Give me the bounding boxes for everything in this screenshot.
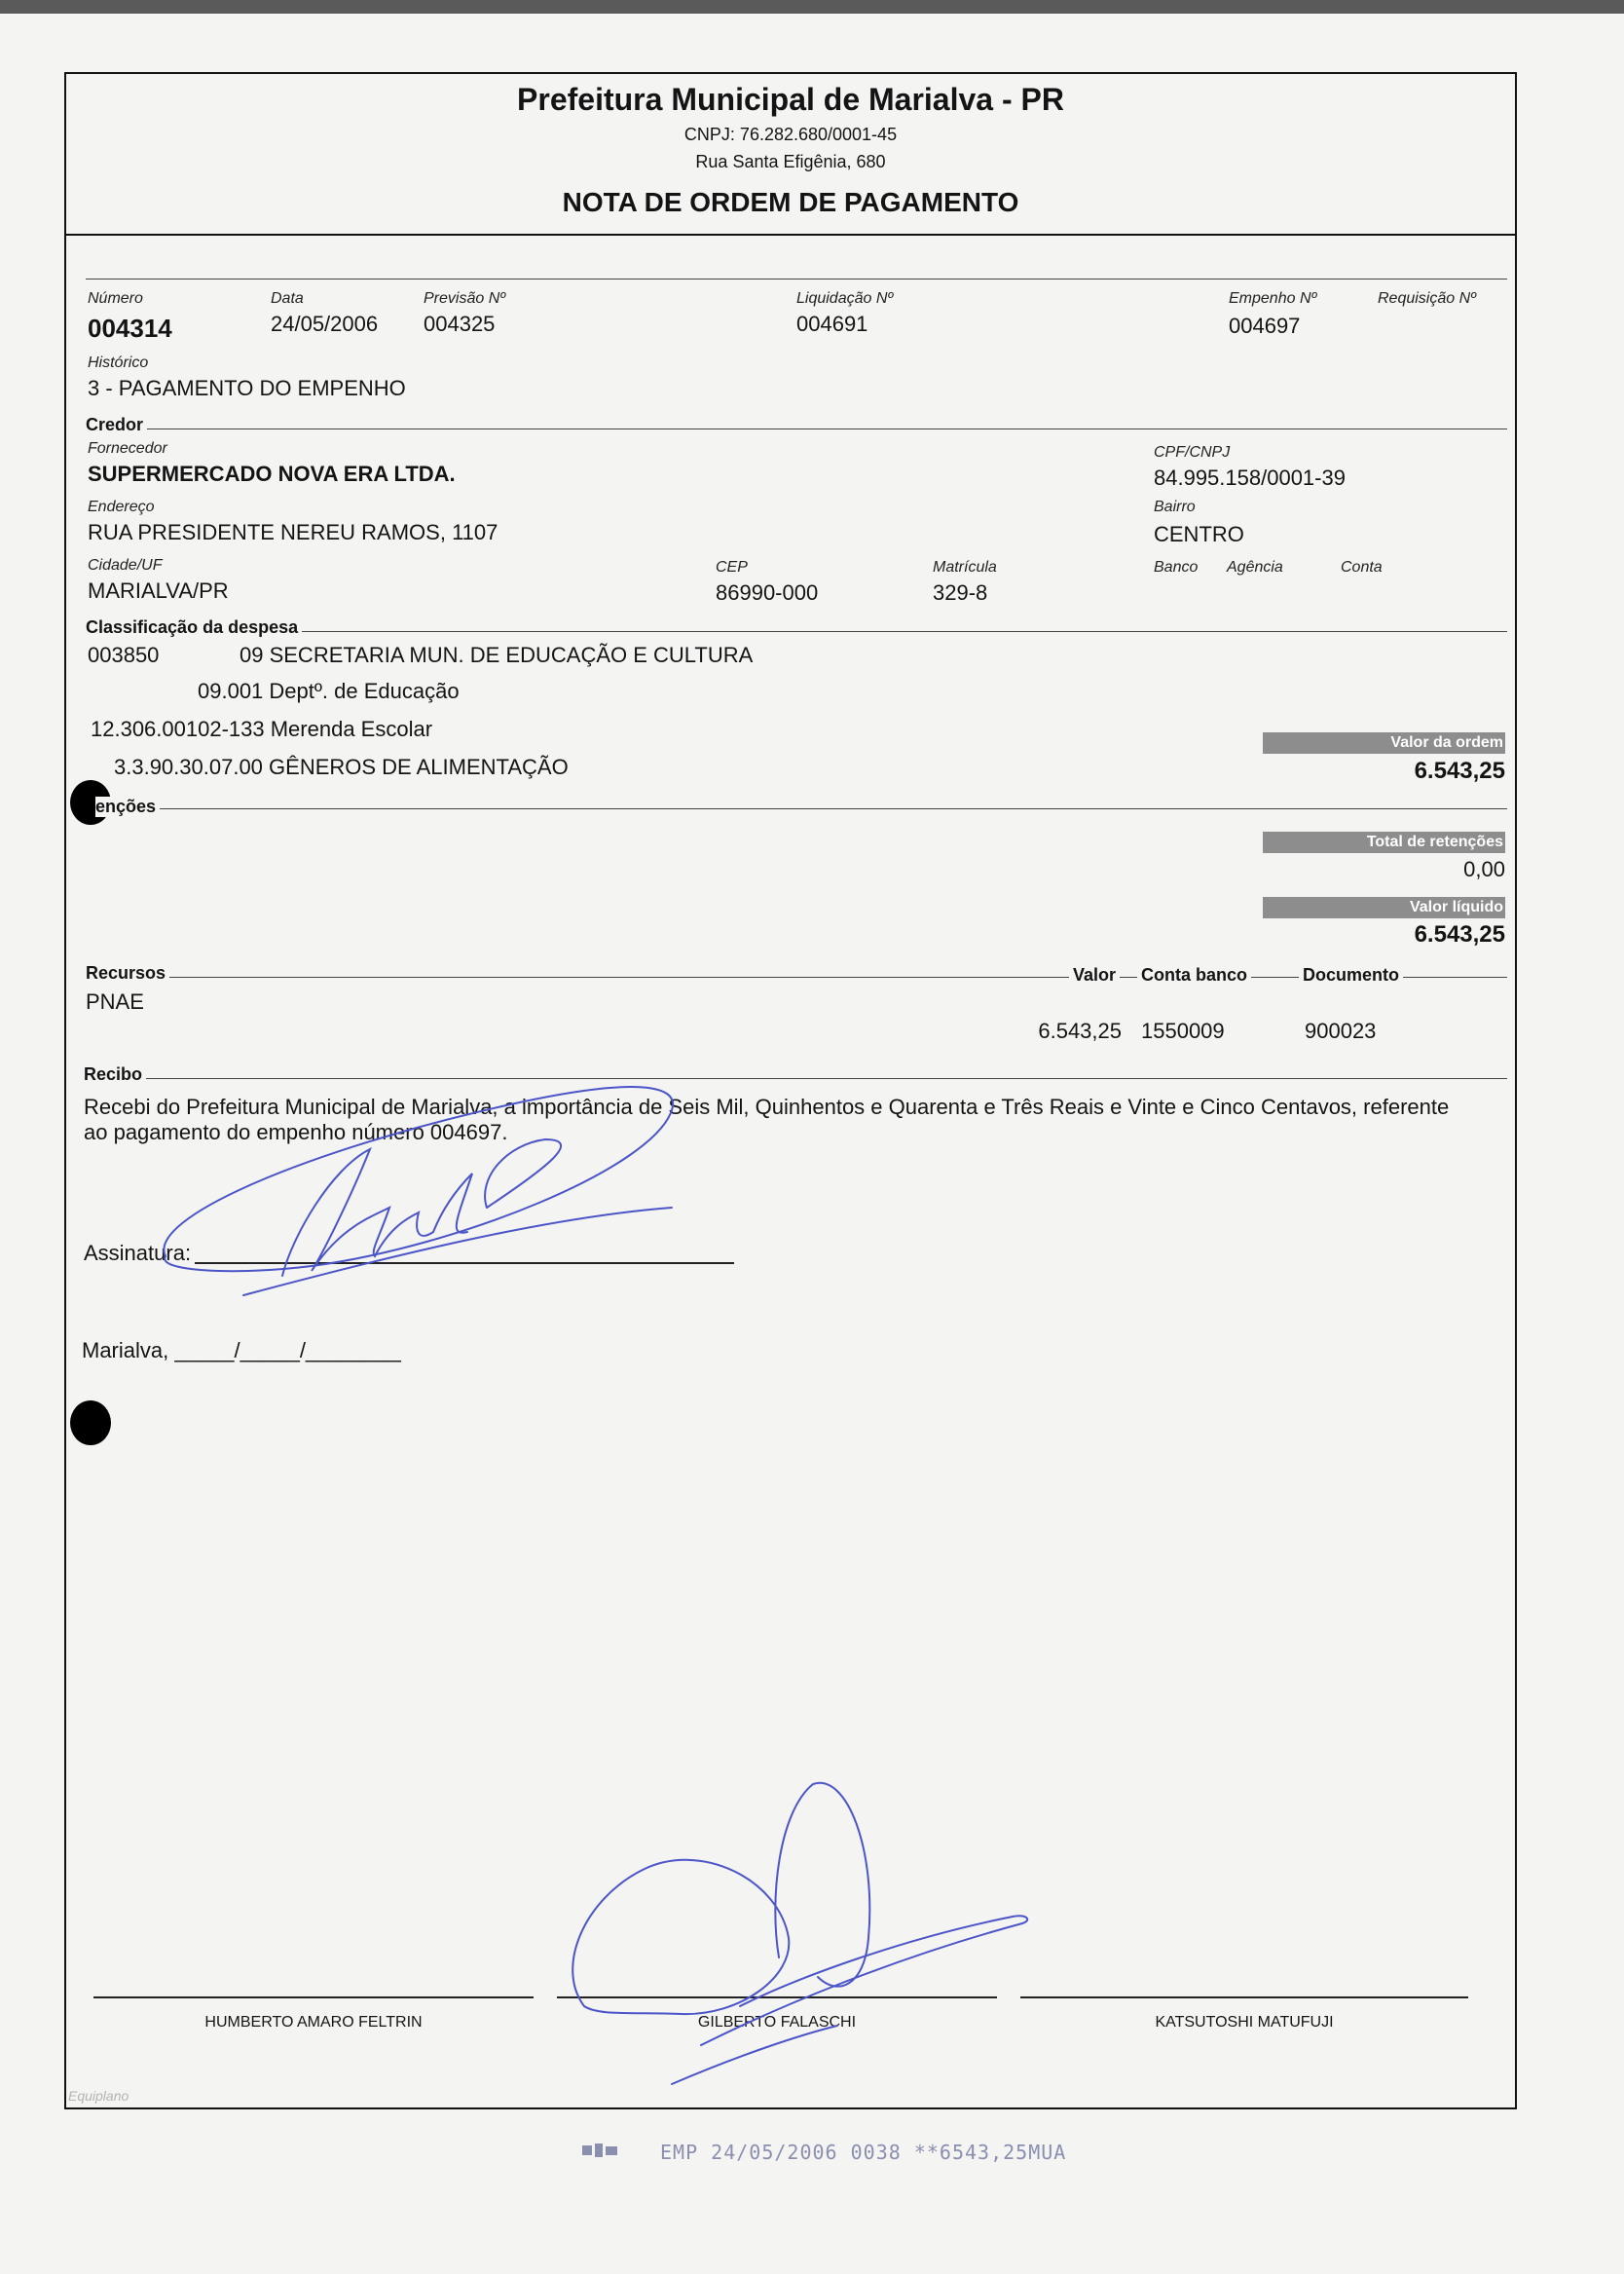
recursos-conta-banco: 1550009 xyxy=(1141,1019,1225,1043)
stamp-logo-icon xyxy=(580,2141,619,2160)
recibo-text-line2: ao pagamento do empenho número 004697. xyxy=(84,1120,508,1144)
local-data: Marialva, _____/_____/________ xyxy=(82,1338,401,1362)
signatory-line-2 xyxy=(557,1996,997,1998)
recibo-text-line1: Recebi do Prefeitura Municipal de Marialva, a importância de Seis Mil, Quinhentos e Quarenta e Três Reais e Vinte e Cinco Centavos, referente xyxy=(84,1095,1450,1119)
classificacao-line2: 09.001 Deptº. de Educação xyxy=(198,679,460,703)
recursos-conta-banco-header: Conta banco xyxy=(1137,965,1251,986)
software-watermark: Equiplano xyxy=(68,2088,129,2104)
total-retencoes-label: Total de retenções xyxy=(1263,832,1505,853)
signatory-name-2: GILBERTO FALASCHI xyxy=(697,2014,857,2031)
cnpj-text: CNPJ: 76.282.680/0001-45 xyxy=(683,125,898,144)
agencia-label: Agência xyxy=(1227,559,1283,576)
previsao-label: Previsão Nº xyxy=(424,290,506,307)
empenho-value: 004697 xyxy=(1229,314,1301,338)
cep-value: 86990-000 xyxy=(716,580,819,605)
valor-liquido-value: 6.543,25 xyxy=(1414,921,1505,948)
classificacao-line1: 09 SECRETARIA MUN. DE EDUCAÇÃO E CULTURA xyxy=(240,643,754,667)
recursos-documento: 900023 xyxy=(1305,1019,1377,1043)
signatory-name-1: HUMBERTO AMARO FELTRIN xyxy=(204,2014,423,2031)
fornecedor-label: Fornecedor xyxy=(88,440,167,457)
scan-edge xyxy=(0,0,1624,14)
classificacao-line4: 3.3.90.30.07.00 GÊNEROS DE ALIMENTAÇÃO xyxy=(114,755,569,779)
fornecedor-value: SUPERMERCADO NOVA ERA LTDA. xyxy=(88,462,456,486)
cep-label: CEP xyxy=(716,559,748,576)
numero-value: 004314 xyxy=(88,314,172,343)
endereco-label: Endereço xyxy=(88,499,155,515)
credor-section-title: Credor xyxy=(86,415,147,435)
signatory-name-3: KATSUTOSHI MATUFUJI xyxy=(1155,2014,1334,2031)
classificacao-code: 003850 xyxy=(88,643,160,667)
recursos-documento-header: Documento xyxy=(1299,965,1403,986)
bairro-value: CENTRO xyxy=(1154,522,1244,546)
classificacao-section-title: Classificação da despesa xyxy=(86,617,302,638)
top-rule xyxy=(86,279,1507,280)
signatory-line-1 xyxy=(93,1996,534,1998)
punch-hole xyxy=(70,1400,111,1445)
total-retencoes-value: 0,00 xyxy=(1463,857,1505,881)
conta-label: Conta xyxy=(1341,559,1383,576)
historico-value: 3 - PAGAMENTO DO EMPENHO xyxy=(88,376,406,400)
retencoes-rule xyxy=(86,808,1507,809)
recursos-valor-header: Valor xyxy=(1069,965,1120,986)
empenho-label: Empenho Nº xyxy=(1229,290,1317,307)
recursos-rule xyxy=(86,977,1507,978)
recursos-valor: 6.543,25 xyxy=(1038,1019,1122,1043)
cpf-value: 84.995.158/0001-39 xyxy=(1154,466,1346,490)
liquidacao-label: Liquidação Nº xyxy=(796,290,894,307)
recursos-section-title: Recursos xyxy=(86,963,169,984)
recursos-fonte: PNAE xyxy=(86,989,144,1014)
cidade-value: MARIALVA/PR xyxy=(88,578,229,603)
banco-label: Banco xyxy=(1154,559,1199,576)
requisicao-label: Requisição Nº xyxy=(1378,290,1476,307)
endereco-value: RUA PRESIDENTE NEREU RAMOS, 1107 xyxy=(88,520,498,544)
recibo-section-title: Recibo xyxy=(84,1064,146,1085)
document-title: NOTA DE ORDEM DE PAGAMENTO xyxy=(562,187,1019,217)
valor-ordem-value: 6.543,25 xyxy=(1414,758,1505,784)
numero-label: Número xyxy=(88,290,143,307)
footer-stamp: EMP 24/05/2006 0038 **6543,25MUA xyxy=(660,2141,1067,2164)
page-title: Prefeitura Municipal de Marialva - PR xyxy=(517,82,1064,117)
valor-ordem-label: Valor da ordem xyxy=(1263,732,1505,754)
matricula-value: 329-8 xyxy=(933,580,988,605)
cidade-label: Cidade/UF xyxy=(88,557,163,574)
liquidacao-value: 004691 xyxy=(796,312,868,336)
stamp-logo xyxy=(580,2141,619,2160)
assinatura-label: Assinatura: xyxy=(84,1241,192,1265)
signatory-line-3 xyxy=(1020,1996,1468,1998)
historico-label: Histórico xyxy=(88,354,149,371)
valor-liquido-label: Valor líquido xyxy=(1263,897,1505,918)
bairro-label: Bairro xyxy=(1154,499,1196,515)
assinatura-line xyxy=(195,1262,734,1264)
address-text: Rua Santa Efigênia, 680 xyxy=(695,152,886,171)
data-value: 24/05/2006 xyxy=(271,312,379,336)
data-label: Data xyxy=(271,290,304,307)
classificacao-line3: 12.306.00102-133 Merenda Escolar xyxy=(91,717,433,741)
header-separator xyxy=(64,234,1517,236)
cpf-label: CPF/CNPJ xyxy=(1154,444,1231,461)
matricula-label: Matrícula xyxy=(933,559,997,576)
retencoes-section-title: enções xyxy=(95,797,160,817)
previsao-value: 004325 xyxy=(424,312,496,336)
recibo-rule xyxy=(86,1078,1507,1079)
